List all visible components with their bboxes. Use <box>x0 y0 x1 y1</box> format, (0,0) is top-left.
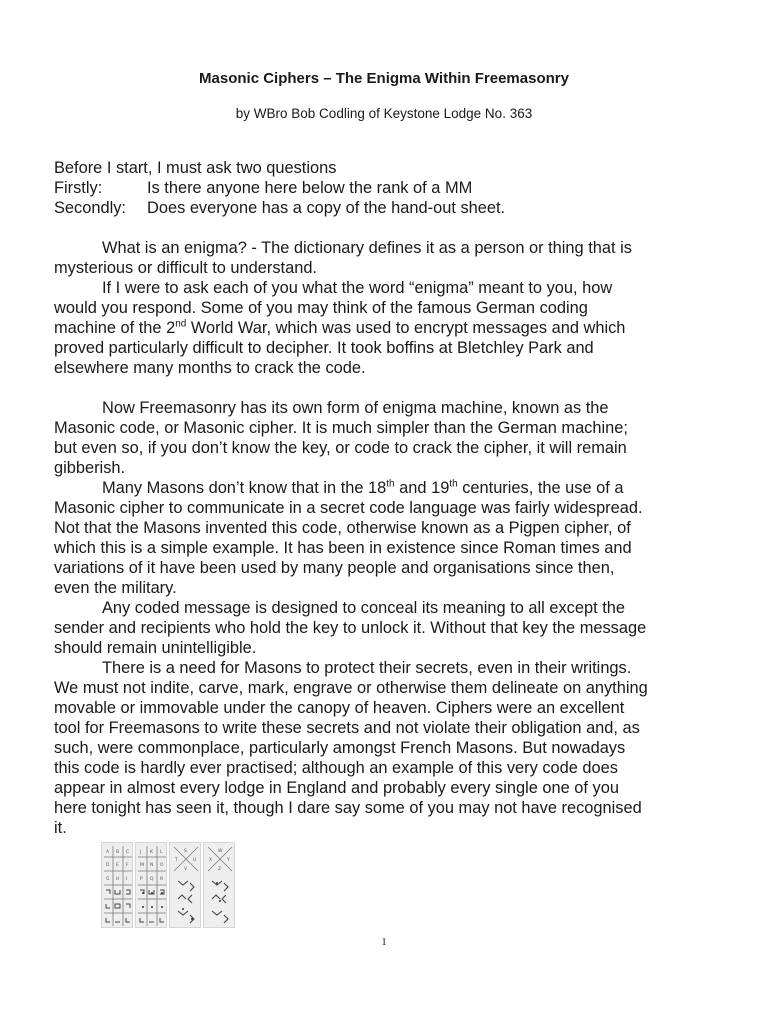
paragraph-line: If I were to ask each of you what the word “enigma” meant to you, how <box>102 279 613 297</box>
superscript: nd <box>175 318 187 330</box>
text-run: machine of the 2 <box>54 319 176 337</box>
question-label: Secondly: <box>54 199 126 217</box>
svg-text:D: D <box>106 863 110 868</box>
cipher-grid-column-1 <box>101 842 133 928</box>
question-text: Does everyone has a copy of the hand-out sheet. <box>147 199 506 217</box>
question-1 <box>54 178 722 198</box>
svg-text:V: V <box>184 867 188 872</box>
paragraph-line: What is an enigma? - The dictionary defines it as a person or thing that is <box>102 239 632 257</box>
paragraph-line: Now Freemasonry has its own form of enigma machine, known as the <box>102 399 609 417</box>
paragraph-line: would you respond. Some of you may think of the famous German coding <box>54 299 588 317</box>
svg-text:U: U <box>193 858 197 863</box>
paragraph-line: mysterious or difficult to understand. <box>54 259 317 277</box>
svg-text:N: N <box>150 863 154 868</box>
svg-text:Z: Z <box>218 867 222 872</box>
paragraph-line: it. <box>54 819 67 837</box>
paragraph-line: There is a need for Masons to protect their secrets, even in their writings. <box>102 659 632 677</box>
paragraph-line: even the military. <box>54 579 177 597</box>
paragraph-line: Masonic cipher to communicate in a secret code language was fairly widespread. <box>54 499 643 517</box>
svg-text:P: P <box>140 877 143 882</box>
question-2 <box>54 198 722 218</box>
question-text: Is there anyone here below the rank of a MM <box>147 179 473 197</box>
paragraph-line: should remain unintelligible. <box>54 639 257 657</box>
svg-text:K: K <box>150 850 153 855</box>
paragraph-line: proved particularly difficult to decipher. It took boffins at Bletchley Park and <box>54 339 594 357</box>
svg-text:O: O <box>160 863 164 868</box>
svg-text:S: S <box>184 849 187 854</box>
svg-text:B: B <box>116 850 120 855</box>
svg-text:M: M <box>140 863 144 868</box>
text-run: and 19 <box>394 479 450 497</box>
svg-text:A: A <box>106 850 110 855</box>
paragraph-line: sender and recipients who hold the key to unlock it. Without that key the message <box>54 619 647 637</box>
svg-text:J: J <box>140 850 142 855</box>
pigpen-cipher-key-icon <box>101 842 237 928</box>
svg-text:I: I <box>126 877 128 882</box>
paragraph-line: elsewhere many months to crack the code. <box>54 359 366 377</box>
text-run: Many Masons don’t know that in the 18 <box>102 479 387 497</box>
paragraph-line: appear in almost every lodge in England and probably every single one of you <box>54 779 619 797</box>
svg-text:C: C <box>126 850 130 855</box>
document-body <box>54 158 722 838</box>
paragraph-line: this code is hardly ever practised; although an example of this very code does <box>54 759 618 777</box>
svg-text:F: F <box>126 863 129 868</box>
svg-text:R: R <box>160 877 164 882</box>
paragraph-line: which this is a simple example. It has been in existence since Roman times and <box>54 539 632 557</box>
svg-text:E: E <box>116 863 119 868</box>
svg-text:T: T <box>175 858 178 863</box>
paragraph-line <box>54 318 722 338</box>
svg-text:Q: Q <box>150 877 154 882</box>
cipher-x-column-1 <box>169 842 201 928</box>
paragraph-line: We must not indite, carve, mark, engrave or otherwise them delineate on anything <box>54 679 648 697</box>
document-title: Masonic Ciphers – The Enigma Within Freemasonry <box>199 70 569 87</box>
document-byline: by WBro Bob Codling of Keystone Lodge No. 363 <box>235 106 533 121</box>
svg-text:X: X <box>209 858 213 863</box>
paragraph-line: gibberish. <box>54 459 126 477</box>
svg-text:H: H <box>116 877 120 882</box>
svg-text:G: G <box>106 877 110 882</box>
intro-line: Before I start, I must ask two questions <box>54 159 337 177</box>
superscript: th <box>386 478 395 490</box>
paragraph-line: Any coded message is designed to conceal its meaning to all except the <box>102 599 625 617</box>
paragraph-line: Not that the Masons invented this code, otherwise known as a Pigpen cipher, of <box>54 519 631 537</box>
superscript: th <box>449 478 458 490</box>
paragraph-line: such, were commonplace, particularly amongst French Masons. But nowadays <box>54 739 626 757</box>
paragraph-line: here tonight has seen it, though I dare say some of you may not have recognised <box>54 799 642 817</box>
cipher-grid-column-2 <box>135 842 167 928</box>
svg-text:L: L <box>160 850 163 855</box>
paragraph-line: Masonic code, or Masonic cipher. It is much simpler than the German machine; <box>54 419 628 437</box>
text-run: centuries, the use of a <box>457 479 624 497</box>
paragraph-line: tool for Freemasons to write these secrets and not violate their obligation and, as <box>54 719 640 737</box>
text-run: World War, which was used to encrypt messages and which <box>186 319 626 337</box>
paragraph-line: movable or immovable under the canopy of heaven. Ciphers were an excellent <box>54 699 625 717</box>
paragraph-line <box>54 478 722 498</box>
question-label: Firstly: <box>54 179 103 197</box>
svg-text:Y: Y <box>227 858 230 863</box>
page-number: 1 <box>381 936 387 948</box>
paragraph-line: variations of it have been used by many people and organisations since then, <box>54 559 615 577</box>
cipher-x-column-2 <box>203 842 235 928</box>
paragraph-line: but even so, if you don’t know the key, or code to crack the cipher, it will remain <box>54 439 627 457</box>
svg-text:W: W <box>218 849 223 854</box>
